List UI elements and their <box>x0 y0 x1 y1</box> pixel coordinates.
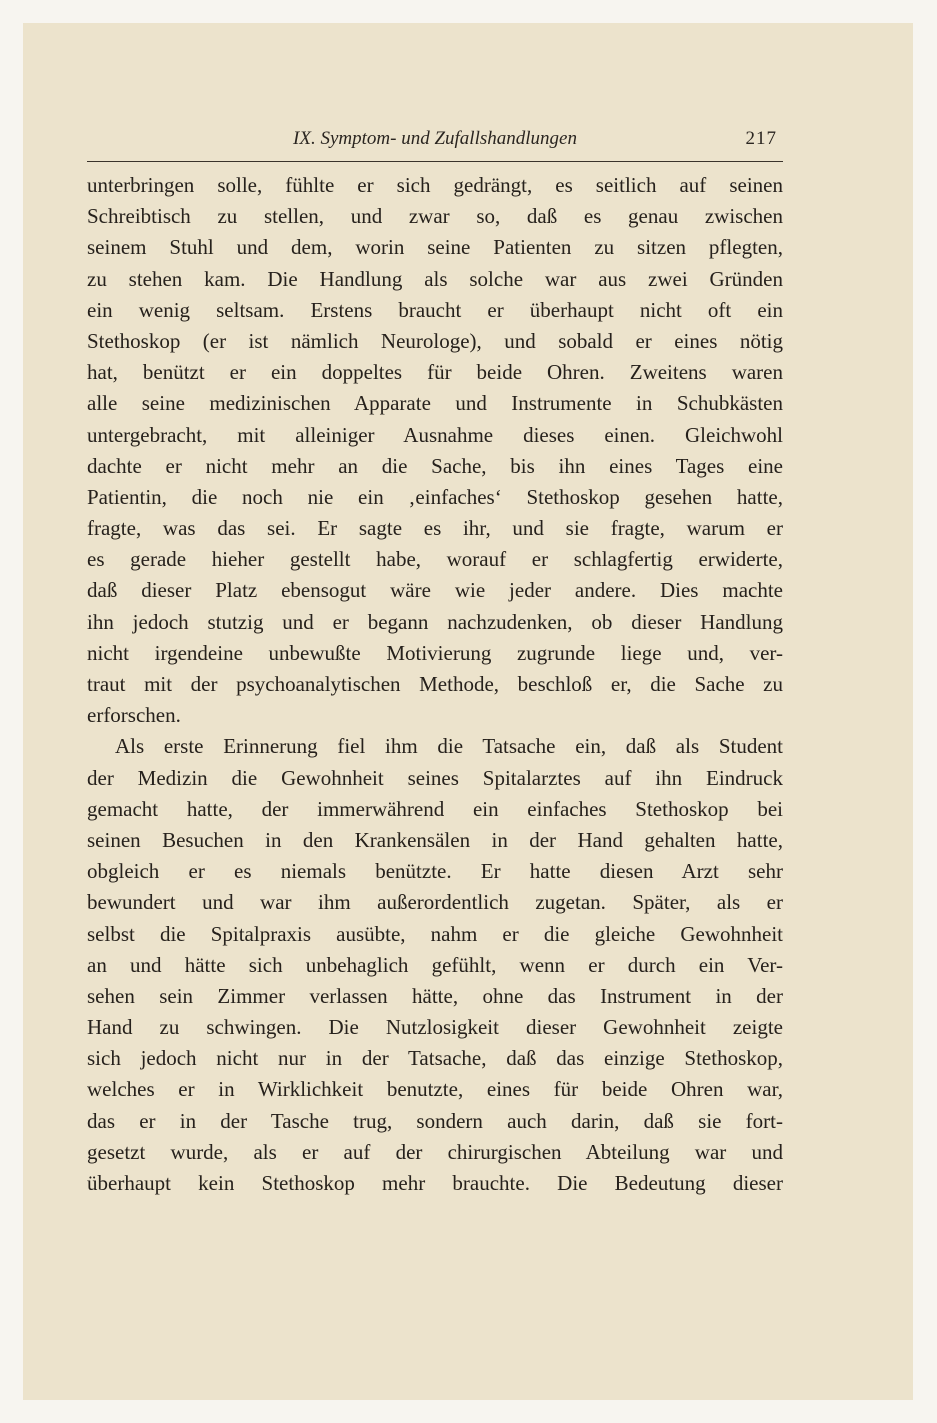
text-line: selbst die Spitalpraxis ausübte, nahm er die gleiche Gewohnheit <box>87 921 783 946</box>
text-line: überhaupt kein Stethoskop mehr brauchte. Die Bedeutung dieser <box>87 1171 783 1195</box>
text-line: seinem Stuhl und dem, worin seine Patienten zu sitzen pflegten, <box>87 235 783 260</box>
text-line: an und hätte sich unbehaglich gefühlt, wenn er durch ein Ver- <box>87 952 783 977</box>
text-line: sich jedoch nicht nur in der Tatsache, daß das einzige Stethoskop, <box>87 1046 783 1071</box>
text-line: das er in der Tasche trug, sondern auch darin, daß sie fort- <box>87 1108 783 1133</box>
paragraph <box>87 731 783 1199</box>
text-line: obgleich er es niemals benützte. Er hatte diesen Arzt sehr <box>87 859 783 884</box>
text-line: nicht irgendeine unbewußte Motivierung zugrunde liege und, ver- <box>87 640 783 665</box>
text-line: erforschen. <box>87 703 181 728</box>
text-line: Patientin, die noch nie ein ‚einfaches‘ Stethoskop gesehen hatte, <box>87 484 783 509</box>
text-line: gemacht hatte, der immerwährend ein einfaches Stethoskop bei <box>87 796 783 821</box>
text-line: Schreibtisch zu stellen, und zwar so, daß es genau zwischen <box>87 204 783 229</box>
text-line: Stethoskop (er ist nämlich Neurologe), und sobald er eines nötig <box>87 328 783 353</box>
text-line: hat, benützt er ein doppeltes für beide Ohren. Zweitens waren <box>87 360 783 385</box>
text-line: welches er in Wirklichkeit benutzte, eines für beide Ohren war, <box>87 1077 783 1102</box>
text-line: gesetzt wurde, als er auf der chirurgischen Abteilung war und <box>87 1139 783 1164</box>
text-line: daß dieser Platz ebensogut wäre wie jeder andere. Dies machte <box>87 578 783 603</box>
text-line: Als erste Erinnerung fiel ihm die Tatsache ein, daß als Student <box>115 734 783 759</box>
text-line: der Medizin die Gewohnheit seines Spitalarztes auf ihn Eindruck <box>87 765 783 790</box>
text-line: zu stehen kam. Die Handlung als solche war aus zwei Gründen <box>87 266 783 291</box>
text-line: es gerade hieher gestellt habe, worauf er schlagfertig erwiderte, <box>87 547 783 572</box>
text-line: alle seine medizinischen Apparate und Instrumente in Schubkästen <box>87 391 783 416</box>
text-line: dachte er nicht mehr an die Sache, bis ihn eines Tages eine <box>87 453 783 478</box>
text-line: sehen sein Zimmer verlassen hätte, ohne das Instrument in der <box>87 983 783 1008</box>
paragraph <box>87 170 783 731</box>
text-line: seinen Besuchen in den Krankensälen in der Hand gehalten hatte, <box>87 827 783 852</box>
body-text <box>87 170 783 1199</box>
text-line: ein wenig seltsam. Erstens braucht er überhaupt nicht oft ein <box>87 297 783 322</box>
running-title: IX. Symptom- und Zufallshandlungen <box>293 128 577 149</box>
text-line: untergebracht, mit alleiniger Ausnahme dieses einen. Gleichwohl <box>87 422 783 447</box>
header-rule <box>87 161 783 162</box>
text-line: traut mit der psychoanalytischen Methode, beschloß er, die Sache zu <box>87 672 783 696</box>
text-line: ihn jedoch stutzig und er begann nachzudenken, ob dieser Handlung <box>87 609 783 634</box>
text-line: bewundert und war ihm außerordentlich zugetan. Später, als er <box>87 890 783 915</box>
page-number: 217 <box>745 128 777 149</box>
text-line: unterbringen solle, fühlte er sich gedrängt, es seitlich auf seinen <box>87 173 783 197</box>
text-line: fragte, was das sei. Er sagte es ihr, und sie fragte, warum er <box>87 516 783 541</box>
text-line: Hand zu schwingen. Die Nutzlosigkeit dieser Gewohnheit zeigte <box>87 1015 783 1040</box>
running-header <box>87 128 783 158</box>
